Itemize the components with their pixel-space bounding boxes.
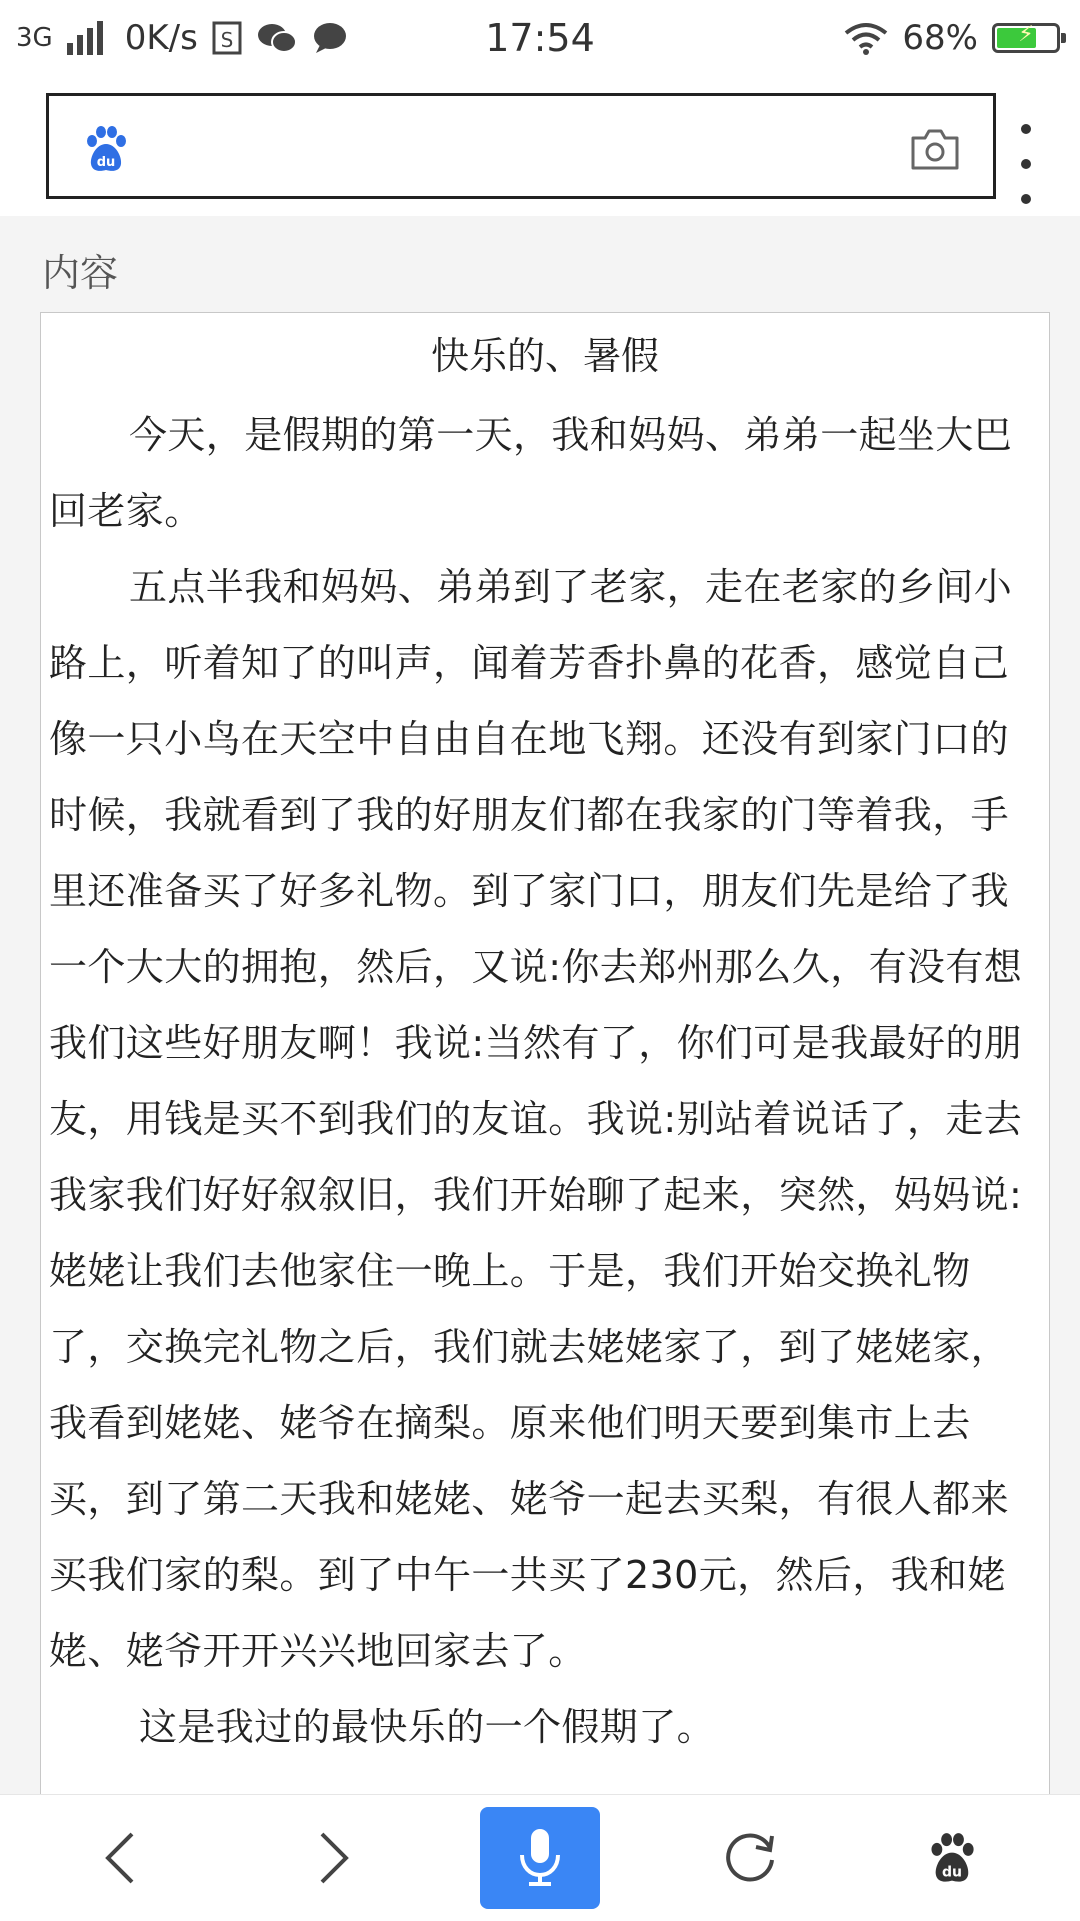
essay-paragraph: 五点半我和妈妈、弟弟到了老家，走在老家的乡间小路上，听着知了的叫声，闻着芳香扑鼻的花香，感觉自己像一只小鸟在天空中自由自在地飞翔。还没有到家门口的时候，我就看到了我的好朋友们都在我家的门等着我，手里还准备买了好多礼物。到了家门口，朋友们先是给了我一个大大的拥抱，然后，又说:你去郑州那么久，有没有想我们这些好朋友啊！我说:当然有了，你们可是我最好的朋友，用钱是买不到我们的友谊。我说:别站着说话了，走去我家我们好好叙叙旧，我们开始聊了起来，突然，妈妈说:姥姥让我们去他家住一晚上。于是，我们开始交换礼物了，交换完礼物之后，我们就去姥姥家了，到了姥姥家，我看到姥姥、姥爷在摘梨。原来他们明天要到集市上去买，到了第二天我和姥姥、姥爷一起去买梨，有很人都来买我们家的梨。到了中午一共买了230元，然后，我和姥姥、姥爷开开兴兴地回家去了。	[49, 565, 1023, 1673]
back-button[interactable]	[60, 1807, 180, 1909]
battery-icon	[992, 23, 1060, 53]
essay-paragraph: 这是我过的最快乐的一个假期了。	[139, 1705, 716, 1749]
content-area	[0, 216, 1080, 1794]
wifi-icon	[844, 21, 888, 55]
chevron-right-icon	[314, 1830, 354, 1886]
status-right	[844, 14, 1060, 62]
search-header	[0, 76, 1080, 216]
status-bar	[0, 0, 1080, 76]
content-label: 内容	[42, 251, 119, 295]
search-input[interactable]	[169, 116, 873, 178]
network-type: 3G	[16, 23, 53, 53]
svg-text:S: S	[220, 28, 234, 52]
content-textarea[interactable]	[40, 312, 1050, 1812]
battery-percent: 68%	[902, 18, 978, 58]
svg-text:du: du	[96, 155, 116, 170]
camera-icon[interactable]	[909, 126, 961, 172]
chevron-left-icon	[100, 1830, 140, 1886]
baidu-paw-icon[interactable]	[81, 124, 131, 174]
forward-button[interactable]	[274, 1807, 394, 1909]
refresh-icon	[722, 1830, 778, 1886]
essay-paragraph: 今天，是假期的第一天，我和妈妈、弟弟一起坐大巴回老家。	[49, 413, 1013, 533]
bottom-toolbar	[0, 1794, 1080, 1921]
refresh-button[interactable]	[690, 1807, 810, 1909]
microphone-icon	[516, 1827, 564, 1889]
search-box[interactable]	[46, 93, 996, 199]
charging-icon: ⚡	[1018, 22, 1034, 47]
clock: 17:54	[485, 16, 595, 60]
svg-text:du: du	[941, 1864, 963, 1881]
voice-button[interactable]	[480, 1807, 600, 1909]
essay-title: 快乐的、暑假	[430, 334, 659, 378]
network-speed: 0K/s	[124, 18, 198, 58]
baidu-home-button[interactable]	[892, 1807, 1012, 1909]
baidu-paw-icon	[925, 1831, 979, 1885]
more-vertical-icon[interactable]	[1012, 124, 1040, 204]
